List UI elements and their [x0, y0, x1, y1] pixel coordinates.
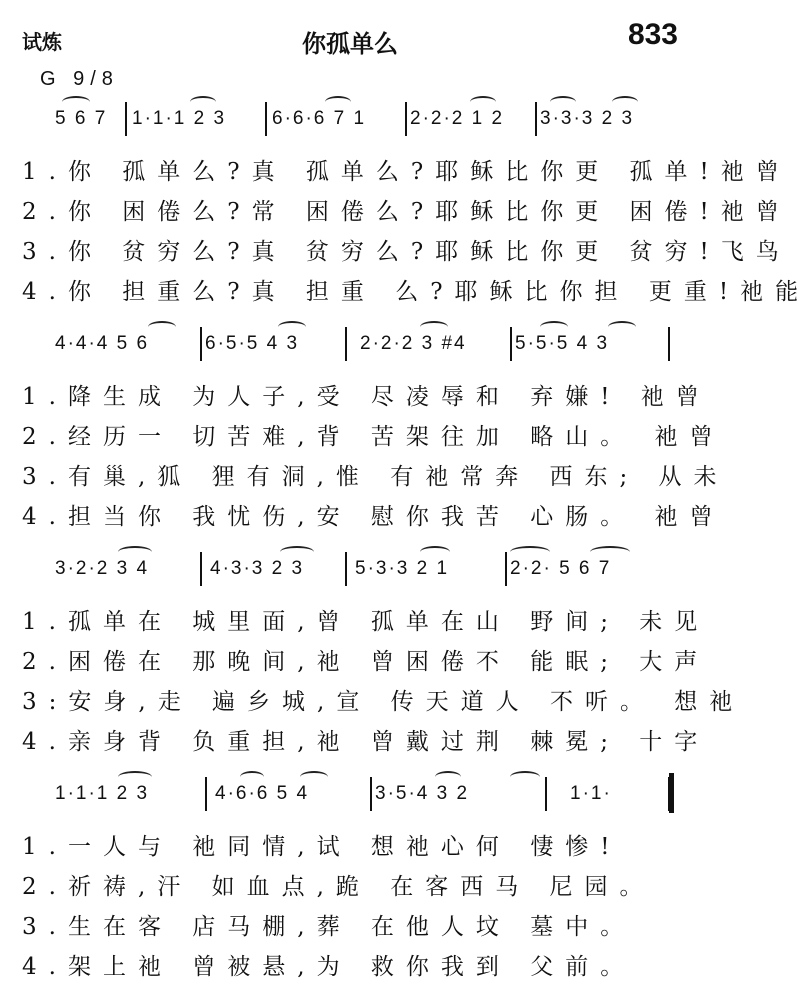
lyric-text: 1.降生成 为人子,受 尽凌辱和 弃嫌! 祂曾 [22, 384, 711, 410]
measure-notes: 2·2·2 3 #4 [360, 333, 467, 354]
numbered-notation-line [0, 315, 700, 375]
slur-mark [540, 321, 568, 333]
barline [405, 102, 407, 136]
key-signature: G 9/8 [40, 68, 119, 90]
barline [370, 777, 372, 811]
slur-mark [470, 96, 496, 108]
slur-mark [608, 321, 636, 333]
barline [535, 102, 537, 136]
lyric-verse-1 [0, 827, 700, 867]
slur-mark [325, 96, 351, 108]
slur-mark [190, 96, 216, 108]
barline [205, 777, 207, 811]
measure-notes: 3·5·4 3 2 [375, 783, 470, 804]
slur-mark [240, 771, 264, 783]
slur-mark [300, 771, 328, 783]
lyric-text: 2.困倦在 那晚间,祂 曾困倦不 能眠; 大声 [22, 649, 710, 675]
lyric-verse-1 [0, 377, 711, 417]
measure-notes: 2·2· 5 6 7 [510, 558, 612, 579]
lyric-verse-1 [0, 602, 710, 642]
lyric-verse-4 [0, 497, 725, 537]
barline [200, 552, 202, 586]
slur-mark [148, 321, 176, 333]
measure-notes: 6·5·5 4 3 [205, 333, 300, 354]
lyric-text: 1.孤单在 城里面,曾 孤单在山 野间; 未见 [22, 609, 710, 635]
lyric-text: 1.一人与 祂同情,试 想祂心何 悽惨! [22, 834, 622, 860]
lyric-verse-3 [0, 907, 700, 947]
final-barline [669, 773, 674, 813]
numbered-notation-line [0, 90, 700, 150]
measure-notes: 5·3·3 2 1 [355, 558, 450, 579]
lyric-verse-1 [0, 152, 791, 192]
lyric-text: 3:安身,走 遍乡城,宣 传天道人 不听。 想祂 [22, 689, 745, 715]
lyric-verse-2 [0, 642, 710, 682]
slur-mark [62, 96, 90, 108]
lyric-verse-2 [0, 867, 700, 907]
slur-mark [510, 771, 540, 783]
slur-mark [118, 546, 152, 558]
lyric-verse-2 [0, 417, 725, 457]
lyric-text: 1.你 孤单么?真 孤单么?耶稣比你更 孤单!祂曾 [22, 159, 791, 185]
barline [510, 327, 512, 361]
hymn-title: 你孤单么 [302, 30, 398, 58]
lyric-text: 4.你 担重么?真 担重 么?耶稣比你担 更重!祂能 [22, 279, 810, 305]
measure-notes: 5 6 7 [55, 108, 108, 129]
lyric-text: 2.经历一 切苦难,背 苦架往加 略山。 祂曾 [22, 424, 725, 450]
slur-mark [435, 771, 461, 783]
numbered-notation-line [0, 765, 700, 825]
measure-notes: 4·6·6 5 4 [215, 783, 310, 804]
measure-notes: 1·1· [570, 783, 612, 804]
barline [265, 102, 267, 136]
measure-notes: 4·4·4 5 6 [55, 333, 150, 354]
slur-mark [280, 546, 314, 558]
slur-mark [510, 546, 550, 558]
measure-notes: 6·6·6 7 1 [272, 108, 367, 129]
lyric-text: 3.你 贫穷么?真 贫穷么?耶稣比你更 贫穷!飞鸟 [22, 239, 791, 265]
measure-notes: 5·5·5 4 3 [515, 333, 610, 354]
lyric-verse-3 [0, 457, 729, 497]
measure-notes: 1·1·1 2 3 [132, 108, 227, 129]
barline [545, 777, 547, 811]
barline [345, 327, 347, 361]
lyric-text: 3.有巢,狐 狸有洞,惟 有祂常奔 西东; 从未 [22, 464, 729, 490]
slur-mark [420, 321, 448, 333]
measure-notes: 1·1·1 2 3 [55, 783, 150, 804]
slur-mark [612, 96, 638, 108]
slur-mark [118, 771, 152, 783]
lyric-verse-3 [0, 232, 791, 272]
lyric-verse-3 [0, 682, 745, 722]
barline [200, 327, 202, 361]
measure-notes: 3·2·2 3 4 [55, 558, 150, 579]
lyric-text: 2.祈祷,汗 如血点,跪 在客西马 尼园。 [22, 874, 655, 900]
slur-mark [590, 546, 630, 558]
measure-notes: 2·2·2 1 2 [410, 108, 505, 129]
numbered-notation-line [0, 540, 700, 600]
lyric-text: 4.担当你 我忧伤,安 慰你我苦 心肠。 祂曾 [22, 504, 725, 530]
barline [345, 552, 347, 586]
barline [505, 552, 507, 586]
slur-mark [420, 546, 450, 558]
lyric-text: 2.你 困倦么?常 困倦么?耶稣比你更 困倦!祂曾 [22, 199, 791, 225]
lyric-verse-4 [0, 272, 810, 312]
slur-mark [550, 96, 576, 108]
hymn-number: 833 [627, 18, 678, 51]
lyric-verse-2 [0, 192, 791, 232]
lyric-verse-4 [0, 947, 700, 987]
lyric-verse-4 [0, 722, 710, 762]
lyric-text: 4.亲身背 负重担,祂 曾戴过荆 棘冕; 十字 [22, 729, 710, 755]
slur-mark [278, 321, 306, 333]
lyric-text: 4.架上祂 曾被悬,为 救你我到 父前。 [22, 954, 636, 980]
measure-notes: 3·3·3 2 3 [540, 108, 635, 129]
barline [125, 102, 127, 136]
lyric-text: 3.生在客 店马棚,葬 在他人坟 墓中。 [22, 914, 636, 940]
measure-notes: 4·3·3 2 3 [210, 558, 305, 579]
hymn-category: 试炼 [22, 30, 62, 54]
barline [668, 327, 670, 361]
